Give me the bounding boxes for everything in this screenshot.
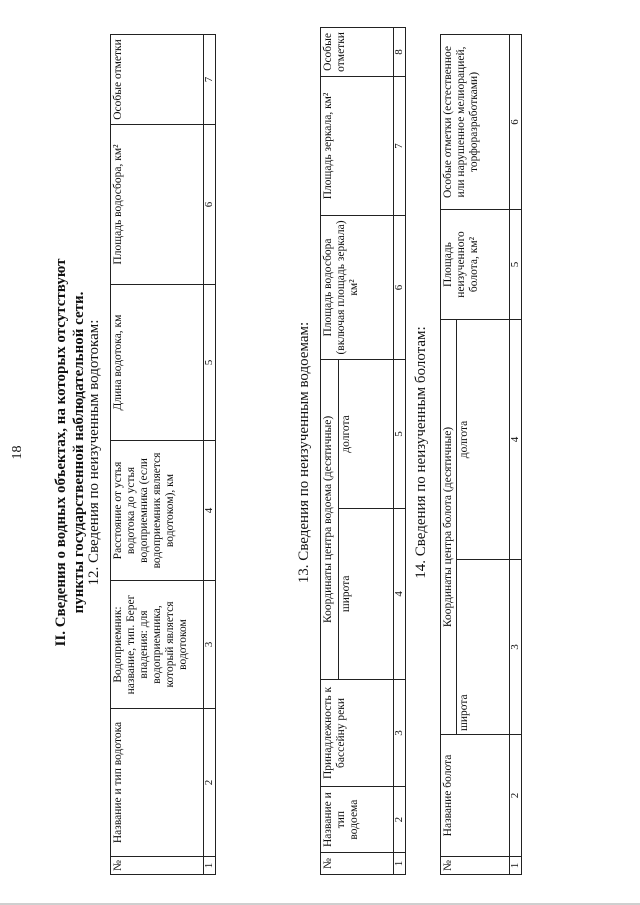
t13-colnum: 8 (394, 28, 406, 77)
t14-header-num: № (441, 857, 510, 875)
t13-colnum: 7 (394, 76, 406, 215)
t13-header-num: № (321, 853, 394, 875)
section-heading-line-1: II. Сведения о водных объектах, на которых отсутствуют (53, 258, 69, 647)
section-heading (52, 140, 88, 765)
t14-colnum: 4 (510, 320, 522, 560)
t14-header-area: Площадь неизученного болота, км² (441, 210, 510, 320)
t13-header-mirror: Площадь зеркала, км² (321, 76, 394, 215)
table-unstudied-bogs (440, 34, 522, 875)
t12-colnum: 6 (204, 125, 216, 285)
t13-header-coords: Координаты центра водоема (десятичные) (321, 360, 339, 680)
t14-header-lat: широта (457, 560, 510, 735)
t12-colnum: 2 (204, 709, 216, 857)
t13-colnum: 6 (394, 216, 406, 360)
t14-colnum: 5 (510, 210, 522, 320)
t12-colnum: 4 (204, 441, 216, 581)
t12-header-length: Длина водотока, км (111, 285, 204, 441)
t14-colnum: 3 (510, 560, 522, 735)
t13-header-lon: долгота (339, 360, 394, 509)
t12-header-catchment: Площадь водосбора, км² (111, 125, 204, 285)
t12-colnum: 7 (204, 35, 216, 125)
t13-colnum: 5 (394, 360, 406, 509)
t14-header-coords: Координаты центра болота (десятичные) (441, 320, 457, 735)
t12-header-num: № (111, 857, 204, 875)
table14-caption: 14. Сведения по неизученным болотам: (413, 326, 429, 579)
t13-colnum: 3 (394, 679, 406, 786)
t12-header-receiver: Водоприемник: название, тип. Берег впадения: для водоприемника, который является водотоком (111, 581, 204, 709)
t14-colnum: 1 (510, 857, 522, 875)
t12-colnum: 5 (204, 285, 216, 441)
table-unstudied-watercourses (110, 34, 216, 875)
page-number: 18 (10, 445, 25, 460)
t13-header-lat: широта (339, 508, 394, 679)
table12-caption: 12. Сведения по неизученным водотокам: (86, 319, 102, 586)
t13-header-basin: Принадлежность к бассейну реки (321, 679, 394, 786)
t12-header-distance: Расстояние от устья водотока до устья водоприемника (если водоприемник является водотоком), км (111, 441, 204, 581)
t14-header-lon: долгота (457, 320, 510, 560)
t13-header-name: Название и тип водоема (321, 787, 394, 853)
t12-header-name: Название и тип водотока (111, 709, 204, 857)
section-heading-line-2: пункты государственной наблюдательной сети. (71, 291, 87, 614)
t13-header-notes: Особые отметки (321, 28, 394, 77)
t13-header-catchment: Площадь водосбора (включая площадь зеркала) км² (321, 216, 394, 360)
t14-colnum: 6 (510, 35, 522, 210)
t12-colnum: 1 (204, 857, 216, 875)
t13-colnum: 2 (394, 787, 406, 853)
t14-header-notes: Особые отметки (естественное или нарушенное мелиорацией, торфоразработками) (441, 35, 510, 210)
t13-colnum: 4 (394, 508, 406, 679)
t12-header-notes: Особые отметки (111, 35, 204, 125)
t13-colnum: 1 (394, 853, 406, 875)
t14-header-name: Название болота (441, 735, 510, 857)
table-unstudied-reservoirs (320, 27, 406, 875)
t14-colnum: 2 (510, 735, 522, 857)
table13-caption: 13. Сведения по неизученным водоемам: (296, 321, 312, 584)
t12-colnum: 3 (204, 581, 216, 709)
